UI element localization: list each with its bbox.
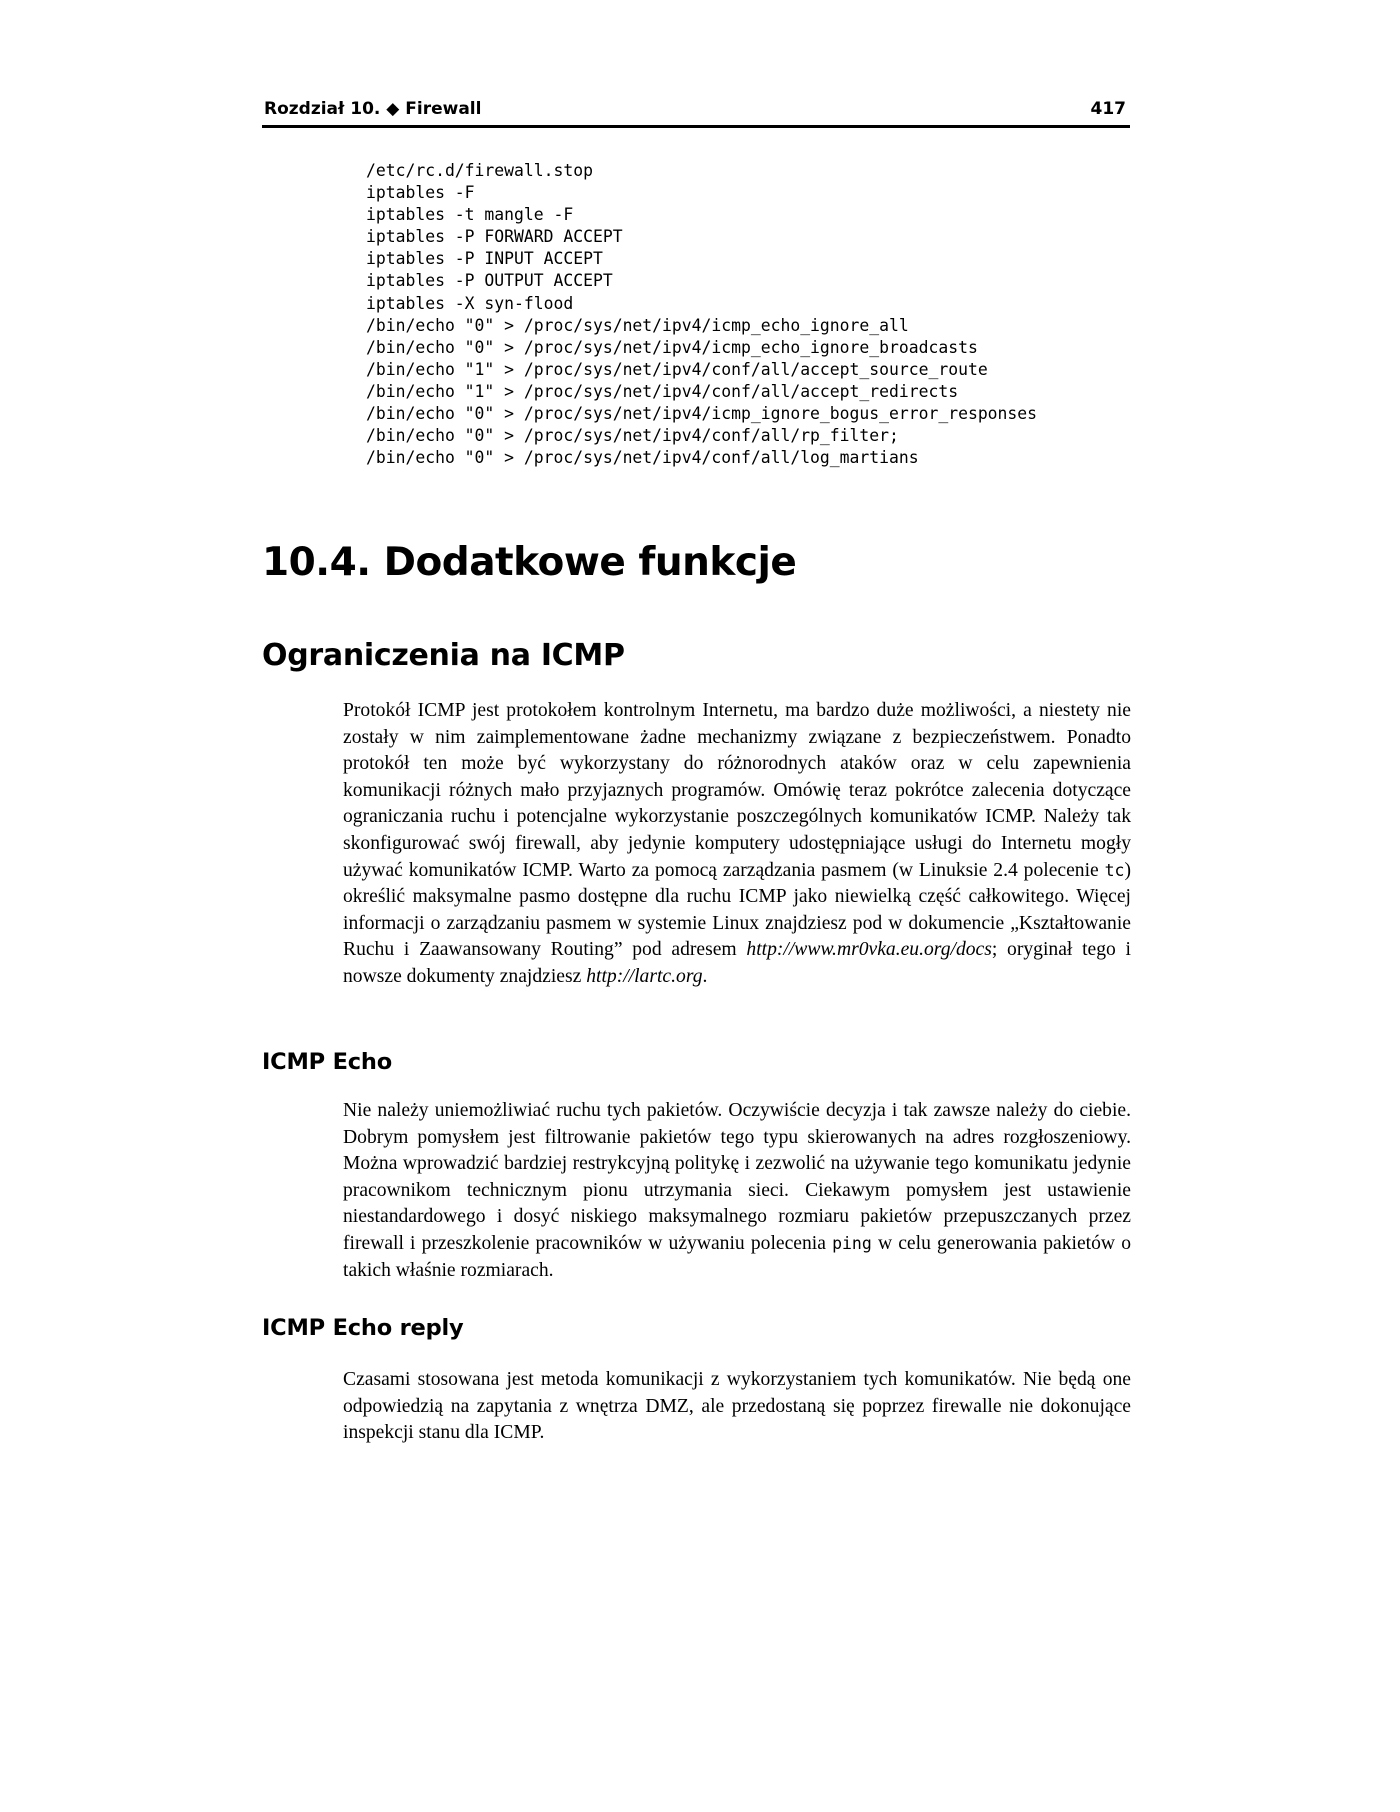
code-line: iptables -P INPUT ACCEPT — [366, 249, 603, 269]
code-line: /bin/echo "0" > /proc/sys/net/ipv4/conf/all/rp_filter; — [366, 426, 899, 446]
heading-icmp-echo-reply: ICMP Echo reply — [262, 1315, 464, 1341]
running-header — [262, 97, 1130, 121]
page-number: 417 — [1090, 99, 1126, 119]
code-line: /bin/echo "1" > /proc/sys/net/ipv4/conf/all/accept_redirects — [366, 381, 959, 401]
chapter-title: Rozdział 10. ◆ Firewall — [264, 99, 482, 119]
code-line: iptables -P FORWARD ACCEPT — [366, 227, 623, 247]
inline-code-tc: tc — [1104, 860, 1125, 880]
inline-code-ping: ping — [832, 1233, 872, 1253]
code-line: iptables -F — [366, 183, 475, 203]
link-mr0vka[interactable]: http://www.mr0vka.eu.org/docs — [746, 939, 992, 961]
section-heading: 10.4. Dodatkowe funkcje — [262, 540, 797, 585]
subsection-heading-icmp-limits: Ograniczenia na ICMP — [262, 638, 625, 673]
heading-icmp-echo: ICMP Echo — [262, 1049, 392, 1075]
code-line: /bin/echo "1" > /proc/sys/net/ipv4/conf/all/accept_source_route — [366, 359, 988, 379]
code-line: /bin/echo "0" > /proc/sys/net/ipv4/icmp_echo_ignore_all — [366, 315, 909, 335]
code-line: iptables -P OUTPUT ACCEPT — [366, 271, 613, 291]
paragraph-icmp-limits: Protokół ICMP jest protokołem kontrolnym Internetu, ma bardzo duże możliwości, a niestety nie zostały w nim zaimplementowane żadne mechanizmy związane z bezpieczeństwem. Ponadto protokół ten może być wykorzystany do różnorodnych ataków oraz w celu zapewnienia komunikacji różnych mało przyjaznych programów. Omówię teraz pokrótce zalecenia dotyczące ograniczania ruchu i potencjalne wykorzystanie poszczególnych komunikatów ICMP. Należy tak skonfigurować swój firewall, aby jedynie komputery udostępniające usługi do Internetu mogły używać komunikatów ICMP. Warto za pomocą zarządzania pasmem (w Linuksie 2.4 polecenie tc) określić maksymalne pasmo dostępne dla ruchu ICMP jako niewielką część całkowitego. Więcej informacji o zarządzaniu pasmem w systemie Linux znajdziesz pod w dokumencie „Kształtowanie Ruchu i Zaawansowany Routing” pod adresem http://www.mr0vka.eu.org/docs; oryginał tego i nowsze dokumenty znajdziesz http://lartc.org. — [343, 700, 1131, 987]
code-line: iptables -t mangle -F — [366, 205, 574, 225]
paragraph-icmp-echo: Nie należy uniemożliwiać ruchu tych pakietów. Oczywiście decyzja i tak zawsze należy do ciebie. Dobrym pomysłem jest filtrowanie pakietów tego typu skierowanych na adres rozgłoszeniowy. Można wprowadzić bardziej restrykcyjną politykę i zezwolić na używanie tego komunikatu jedynie pracownikom technicznym pionu utrzymania sieci. Ciekawym pomysłem jest ustawienie niestandardowego i dosyć niskiego maksymalnego rozmiaru pakietów przepuszczanych przez firewall i przeszkolenie pracowników w używaniu polecenia ping w celu generowania pakietów o takich właśnie rozmiarach. — [343, 1100, 1131, 1281]
header-rule — [262, 125, 1130, 128]
code-line: /bin/echo "0" > /proc/sys/net/ipv4/icmp_ignore_bogus_error_responses — [366, 404, 1038, 424]
code-line: /bin/echo "0" > /proc/sys/net/ipv4/icmp_echo_ignore_broadcasts — [366, 337, 978, 357]
link-lartc[interactable]: http://lartc.org — [586, 965, 703, 987]
code-line: /bin/echo "0" > /proc/sys/net/ipv4/conf/all/log_martians — [366, 448, 919, 468]
paragraph-icmp-echo-reply: Czasami stosowana jest metoda komunikacji z wykorzystaniem tych komunikatów. Nie będą one odpowiedzią na zapytania z wnętrza DMZ, ale przedostaną się poprzez firewalle nie dokonujące inspekcji stanu dla ICMP. — [343, 1369, 1131, 1444]
code-line: /etc/rc.d/firewall.stop — [366, 161, 593, 180]
code-line: iptables -X syn-flood — [366, 293, 574, 313]
code-block — [366, 160, 1037, 469]
